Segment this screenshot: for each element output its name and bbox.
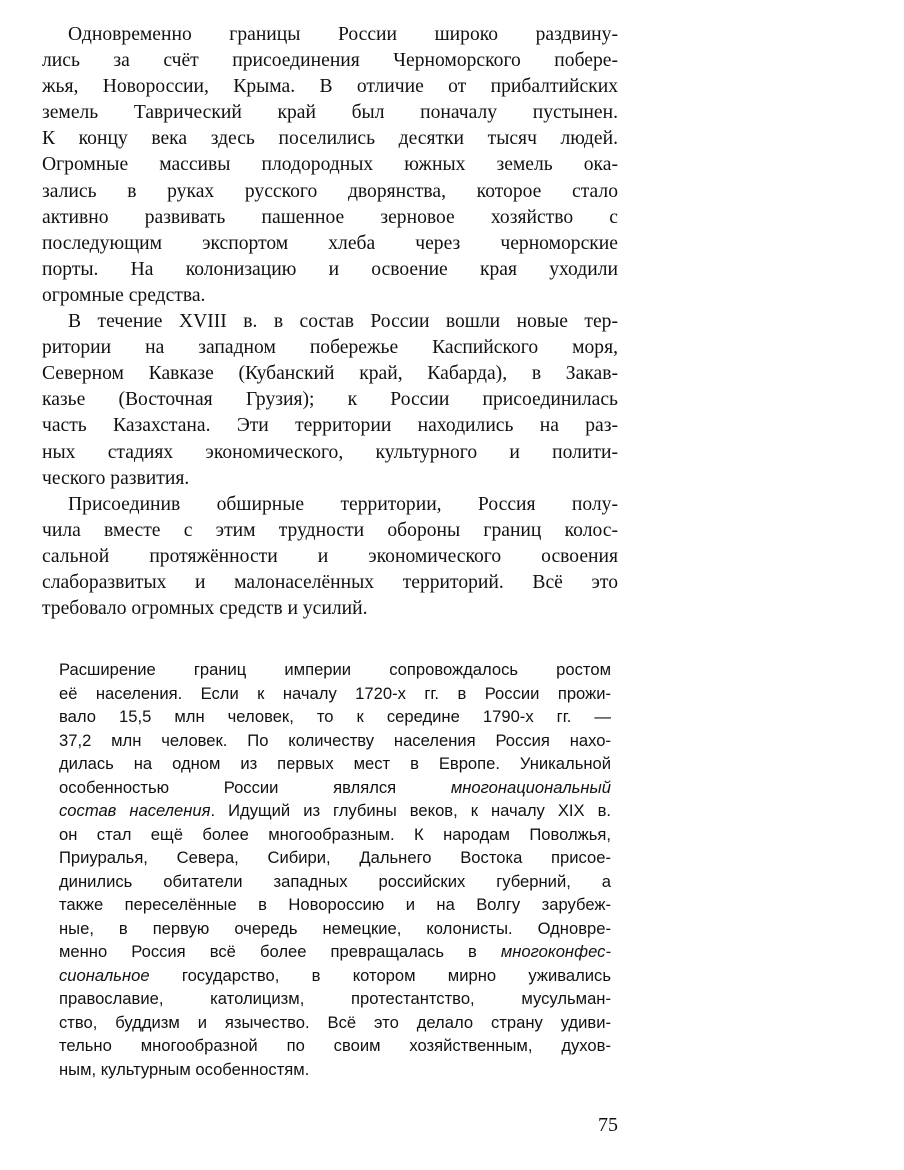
note-line — [59, 940, 611, 964]
text-line: Огромные массивы плодородных южных земель ока- — [42, 154, 618, 176]
text-line: Присоединив обширные территории, Россия полу- — [68, 493, 618, 515]
note-line: он стал ещё более многообразным. К народам Поволжья, — [59, 824, 611, 844]
text-line: Одновременно границы России широко раздвину- — [68, 24, 618, 45]
paragraph-3 — [42, 492, 618, 622]
note-line: 37,2 млн человек. По количеству населения Россия нахо- — [59, 730, 611, 750]
text-line: ритории на западном побережье Каспийского моря, — [42, 337, 618, 359]
text-line: требовало огромных средств и усилий. — [42, 598, 368, 620]
note-line: вало 15,5 млн человек, то к середине 1790-х гг. — — [59, 707, 611, 726]
note-line — [59, 964, 611, 988]
note-text: особенностью России являлся — [59, 777, 397, 797]
text-line: казье (Восточная Грузия); к России присоединилась — [42, 389, 618, 411]
text-line: земель Таврический край был поначалу пустынен. — [42, 102, 618, 124]
note-text: менно Россия всё более превращалась в — [59, 942, 477, 961]
text-line: сальной протяжённости и экономического освоения — [42, 545, 618, 567]
note-line — [59, 799, 611, 823]
note-line: Расширение границ империи сопровождалось ростом — [59, 660, 611, 679]
emphasis-term: состав населения — [59, 801, 211, 820]
text-line: жья, Новороссии, Крыма. В отличие от прибалтийских — [42, 76, 618, 98]
text-line: Северном Кавказе (Кубанский край, Кабарда), в Закав- — [42, 363, 618, 385]
text-line: зались в руках русского дворянства, которое стало — [42, 180, 618, 202]
emphasis-term: многонациональный — [450, 777, 611, 797]
text-line: ных стадиях экономического, культурного и полити- — [42, 441, 618, 463]
note-text: государство, в котором мирно уживались — [181, 965, 611, 985]
main-text — [42, 22, 618, 622]
note-line: динились обитатели западных российских губерний, а — [59, 871, 611, 891]
note-line: Приуралья, Севера, Сибири, Дальнего Востока присое- — [59, 848, 611, 867]
text-line: ческого развития. — [42, 467, 190, 489]
emphasis-term: сиональное — [59, 965, 150, 985]
text-line: В течение XVIII в. в состав России вошли новые тер- — [68, 311, 618, 333]
text-line: слаборазвитых и малонаселённых территорий. Всё это — [42, 571, 618, 593]
text-line: порты. На колонизацию и освоение края уходили — [42, 258, 618, 280]
note-line: тельно многообразной по своим хозяйственным, духов- — [59, 1036, 611, 1055]
note-text: . Идущий из глубины веков, к началу XIX в. — [210, 801, 611, 820]
paragraph-1 — [42, 22, 618, 309]
note-line — [59, 776, 611, 800]
text-line: последующим экспортом хлеба через черноморские — [42, 232, 618, 254]
note-line: православие, католицизм, протестантство, мусульман- — [59, 989, 611, 1008]
paragraph-2 — [42, 309, 618, 492]
text-line: лись за счёт присоединения Черноморского побере- — [42, 50, 618, 72]
note-line: её населения. Если к началу 1720-х гг. в России прожи- — [59, 683, 611, 703]
note-line: также переселённые в Новороссию и на Волгу зарубеж- — [59, 895, 611, 914]
emphasis-term: многоконфес- — [500, 942, 611, 961]
note-line: дилась на одном из первых мест в Европе. Уникальной — [59, 754, 611, 773]
text-line: часть Казахстана. Эти территории находились на раз- — [42, 415, 618, 437]
note-line: ство, буддизм и язычество. Всё это делало страну удиви- — [59, 1012, 611, 1032]
text-line: чила вместе с этим трудности обороны границ колос- — [42, 519, 618, 541]
text-line: К концу века здесь поселились десятки тысяч людей. — [42, 128, 618, 150]
text-line: огромные средства. — [42, 284, 206, 306]
note-line: ные, в первую очередь немецкие, колонисты. Одновре- — [59, 918, 611, 938]
text-line: активно развивать пашенное зерновое хозяйство с — [42, 206, 618, 228]
note-line: ным, культурным особенностям. — [59, 1059, 310, 1079]
sidebar-note — [59, 658, 611, 1081]
page-number: 75 — [598, 1114, 618, 1136]
